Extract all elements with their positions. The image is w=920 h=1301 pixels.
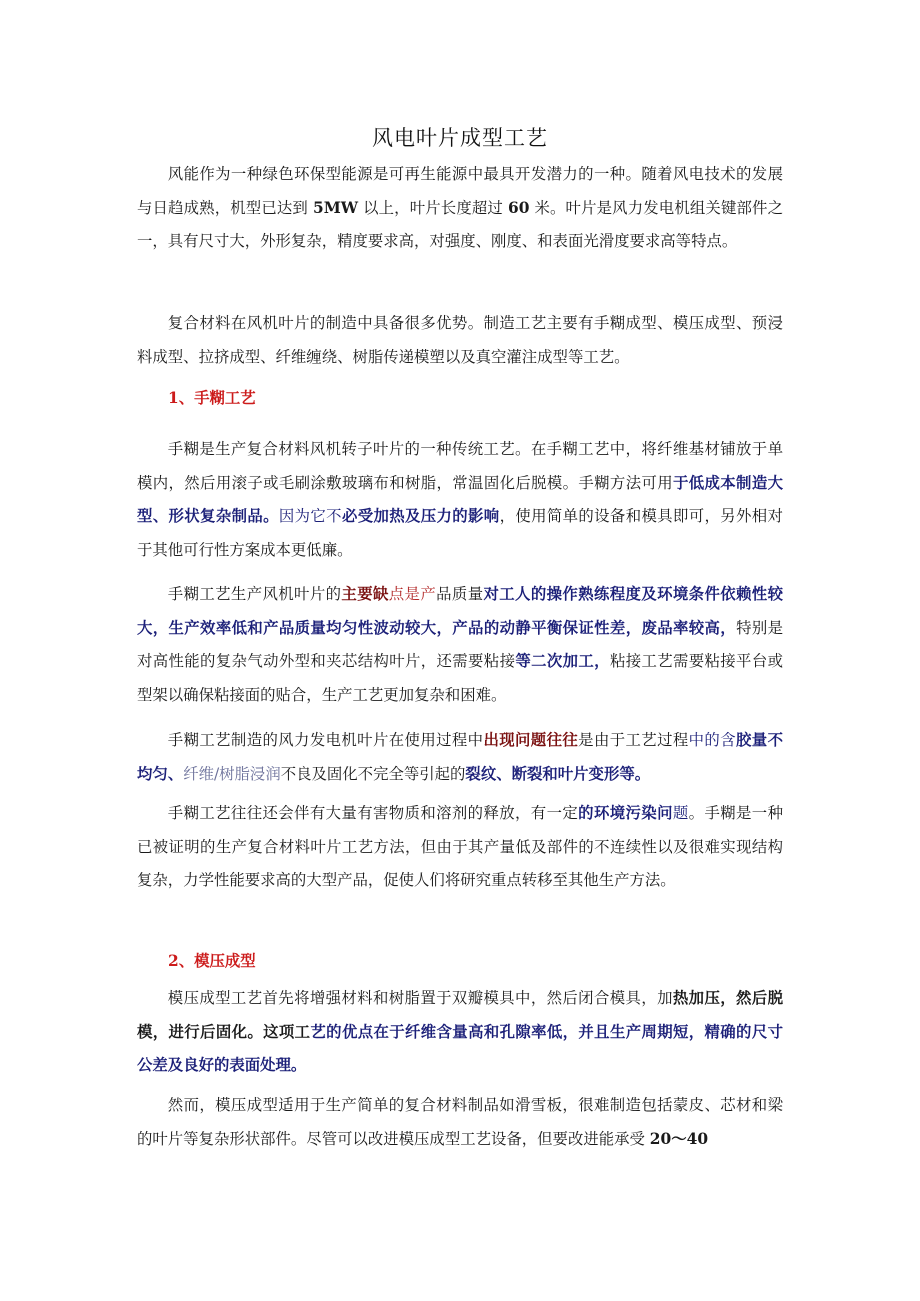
- paragraph-hand-layup-intro: 手糊是生产复合材料风机转子叶片的一种传统工艺。在手糊工艺中，将纤维基材铺放于单模内，然后用滚子或毛刷涂敷玻璃布和树脂，常温固化后脱模。手糊方法可用于低成本制造大型、形状复杂制品。因为它不必受加热及压力的影响，使用简单的设备和模具即可，另外相对于其他可行性方案成本更低廉。: [137, 440, 783, 559]
- paragraph-hand-layup-environment: 手糊工艺往往还会伴有大量有害物质和溶剂的释放，有一定的环境污染问题。手糊是一种已被证明的生产复合材料叶片工艺方法，但由于其产量低及部件的不连续性以及很难实现结构复杂，力学性能要求高的大型产品，促使人们将研究重点转移至其他生产方法。: [137, 804, 783, 889]
- paragraph-intro: 风能作为一种绿色环保型能源是可再生能源中最具开发潜力的一种。随着风电技术的发展与日趋成熟，机型已达到 5MW 以上，叶片长度超过 60 米。叶片是风力发电机组关键部件之一，具有尺寸大，外形复杂，精度要求高，对强度、刚度、和表面光滑度要求高等特点。: [137, 165, 783, 250]
- paragraph-hand-layup-drawbacks: 手糊工艺生产风机叶片的主要缺点是产品质量对工人的操作熟练程度及环境条件依赖性较大，生产效率低和产品质量均匀性波动较大，产品的动静平衡保证性差，废品率较高，特别是对高性能的复杂气动外型和夹芯结构叶片，还需要粘接等二次加工，粘接工艺需要粘接平台或型架以确保粘接面的贴合，生产工艺更加复杂和困难。: [137, 585, 783, 704]
- paragraph-advantages: 复合材料在风机叶片的制造中具备很多优势。制造工艺主要有手糊成型、模压成型、预浸料成型、拉挤成型、纤维缠绕、树脂传递模塑以及真空灌注成型等工艺。: [137, 314, 783, 366]
- section-heading-compression-molding: 2、模压成型: [168, 952, 256, 970]
- paragraph-compression-limits: 然而，模压成型适用于生产简单的复合材料制品如滑雪板，很难制造包括蒙皮、芯材和梁的叶片等复杂形状部件。尽管可以改进模压成型工艺设备，但要改进能承受 20～40: [137, 1096, 783, 1148]
- section-heading-hand-layup: 1、手糊工艺: [168, 389, 256, 407]
- document-title: 风电叶片成型工艺: [372, 126, 548, 150]
- paragraph-compression-intro: 模压成型工艺首先将增强材料和树脂置于双瓣模具中，然后闭合模具，加热加压，然后脱模，进行后固化。这项工艺的优点在于纤维含量高和孔隙率低，并且生产周期短，精确的尺寸公差及良好的表面处理。: [137, 989, 783, 1074]
- paragraph-hand-layup-defects: 手糊工艺制造的风力发电机叶片在使用过程中出现问题往往是由于工艺过程中的含胶量不均匀、纤维/树脂浸润不良及固化不完全等引起的裂纹、断裂和叶片变形等。: [137, 731, 783, 783]
